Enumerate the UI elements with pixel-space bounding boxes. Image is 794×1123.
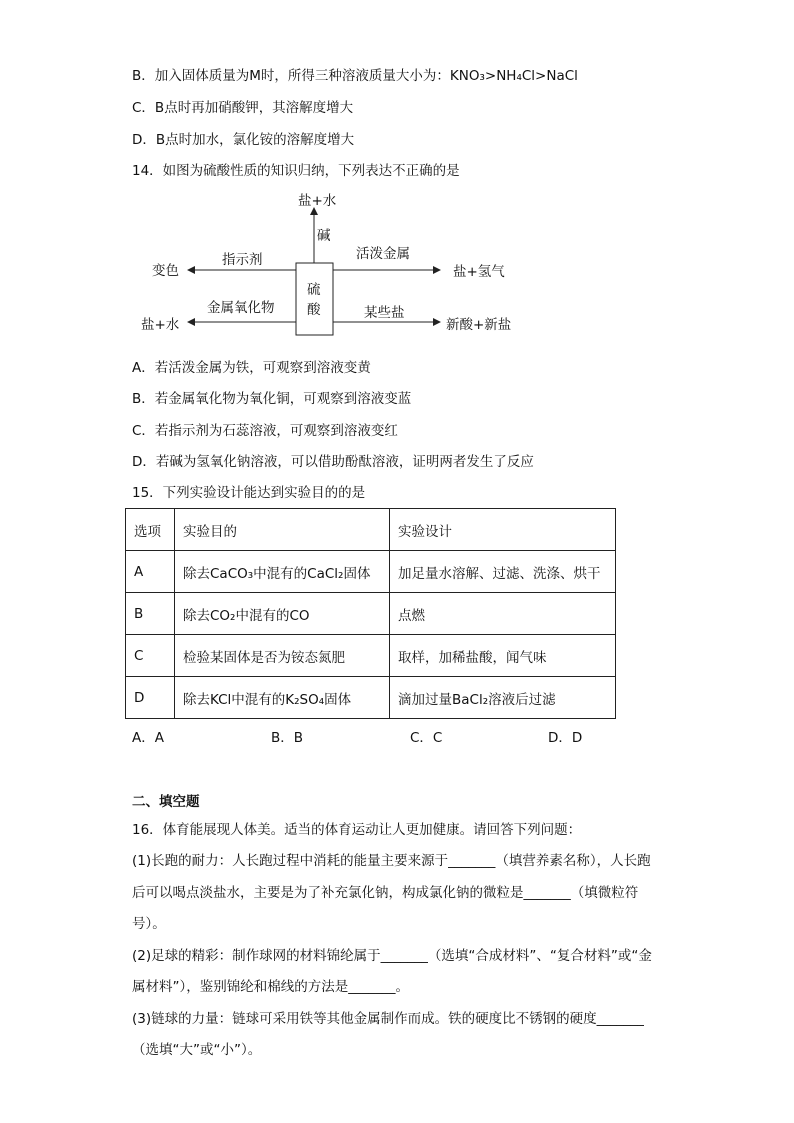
q15-option-a: A．A	[132, 730, 164, 746]
table-row	[126, 551, 616, 593]
right-bottom-arrow-label: 某些盐	[364, 305, 405, 321]
left-top-arrow-label: 指示剂	[222, 252, 263, 268]
section-title: 二、填空题	[132, 794, 200, 810]
q16-part2-line2: 属材料”），鉴别锦纶和棉线的方法是_______。	[132, 979, 409, 995]
q15-option-c: C．C	[410, 730, 443, 746]
right-top-arrow-label: 活泼金属	[356, 246, 410, 262]
left-top-product-label: 变色	[152, 263, 179, 279]
q13-option-c: C．B点时再加硝酸钾，其溶解度增大	[132, 100, 354, 116]
header-cell: 实验设计	[390, 509, 616, 551]
table-cell: B	[126, 593, 175, 635]
q14-option-b: B．若金属氧化物为氧化铜，可观察到溶液变蓝	[132, 391, 412, 407]
center-box	[296, 263, 333, 335]
right-bottom-product-label: 新酸+新盐	[446, 317, 512, 333]
q16-part1-line2: 后可以喝点淡盐水，主要是为了补充氯化钠，构成氯化钠的微粒是_______（填微粒符	[132, 885, 639, 901]
q16-part3-line1: (3)链球的力量：链球可采用铁等其他金属制作而成。铁的硬度比不锈钢的硬度_______	[132, 1011, 644, 1027]
q14-option-d: D．若碱为氢氧化钠溶液，可以借助酚酞溶液，证明两者发生了反应	[132, 454, 534, 470]
q16-part3-line2: （选填“大”或“小”）。	[132, 1042, 262, 1058]
top-arrow-label: 碱	[317, 228, 331, 244]
table-cell: 除去KCl中混有的K₂SO₄固体	[175, 677, 390, 719]
left-bottom-arrow-label: 金属氧化物	[207, 300, 275, 316]
table-cell: C	[126, 635, 175, 677]
header-cell: 选项	[126, 509, 175, 551]
q16-part1-line3: 号）。	[132, 916, 166, 932]
sulfuric-acid-diagram	[135, 186, 535, 346]
table-header-row	[126, 509, 616, 551]
header-cell: 实验目的	[175, 509, 390, 551]
table-cell: A	[126, 551, 175, 593]
q13-option-b: B．加入固体质量为M时，所得三种溶液质量大小为：KNO₃>NH₄Cl>NaCl	[132, 68, 578, 84]
q15-stem: 15．下列实验设计能达到实验目的的是	[132, 485, 366, 501]
left-bottom-product-label: 盐+水	[141, 317, 180, 333]
q16-part2-line1: (2)足球的精彩：制作球网的材料锦纶属于_______（选填“合成材料”、“复合材料”或“金	[132, 948, 652, 964]
table-cell: 加足量水溶解、过滤、洗涤、烘干	[390, 551, 616, 593]
table-cell: 检验某固体是否为铵态氮肥	[175, 635, 390, 677]
q14-stem: 14．如图为硫酸性质的知识归纳，下列表达不正确的是	[132, 163, 460, 179]
table-cell: 取样，加稀盐酸，闻气味	[390, 635, 616, 677]
table-cell: D	[126, 677, 175, 719]
q15-option-d: D．D	[548, 730, 583, 746]
table-cell: 点燃	[390, 593, 616, 635]
table-row	[126, 593, 616, 635]
table-cell: 滴加过量BaCl₂溶液后过滤	[390, 677, 616, 719]
table-row	[126, 677, 616, 719]
q14-option-c: C．若指示剂为石蕊溶液，可观察到溶液变红	[132, 423, 398, 439]
q15-table	[125, 508, 616, 719]
top-product-label: 盐+水	[298, 193, 337, 209]
q15-option-b: B．B	[271, 730, 304, 746]
q13-option-d: D．B点时加水，氯化铵的溶解度增大	[132, 132, 355, 148]
center-label-2: 酸	[307, 302, 321, 318]
table-cell: 除去CO₂中混有的CO	[175, 593, 390, 635]
q16-stem: 16．体育能展现人体美。适当的体育运动让人更加健康。请回答下列问题：	[132, 822, 582, 838]
q14-option-a: A．若活泼金属为铁，可观察到溶液变黄	[132, 360, 371, 376]
table-cell: 除去CaCO₃中混有的CaCl₂固体	[175, 551, 390, 593]
center-label-1: 硫	[307, 282, 321, 298]
right-top-product-label: 盐+氢气	[453, 264, 505, 280]
q16-part1-line1: (1)长跑的耐力：人长跑过程中消耗的能量主要来源于_______（填营养素名称），人长跑	[132, 853, 651, 869]
table-row	[126, 635, 616, 677]
